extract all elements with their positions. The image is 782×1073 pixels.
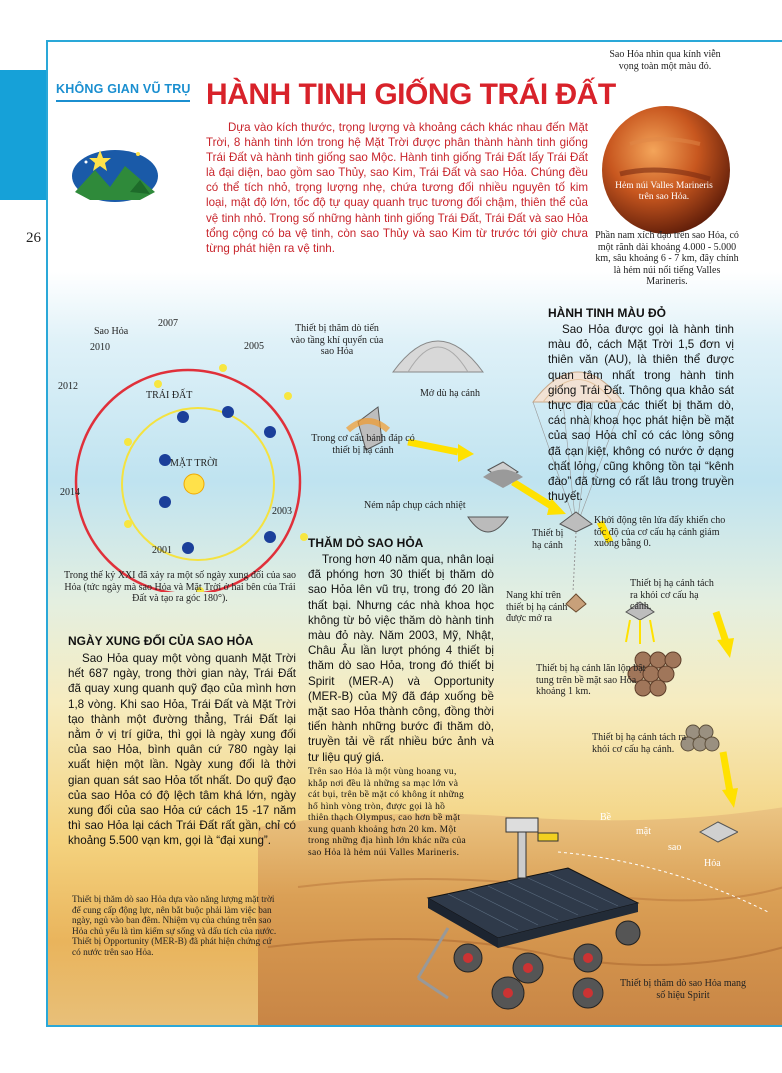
orbit-year-2003: 2003 (272, 506, 292, 517)
orbit-year-2014: 2014 (60, 487, 80, 498)
opposition-text: Sao Hỏa quay một vòng quanh Mặt Trời hết 687 ngày, trong thời gian này, Trái Đất đã quay xung quanh quỹ đạo của mình hơn 1,8 vòng. Khi sao Hỏa, Trái Đất và Mặt Trời tạo thành một đường thẳng, Trái Đất lại nằm ở vị trí giữa, thì gọi là ngày xung đối của sao Hỏa, bình quân cứ 780 ngày lại xuất hiện một lần. Ngày xung đối là thời gian quan sát sao Hỏa tốt nhất. Do quỹ đạo của sao Hỏa có độ lệch tâm khá lớn, ngày xung đối của sao Hỏa cứ cách 15 -17 năm thì sao Hỏa lại cách Trái Đất rất gần, chỉ có khoảng 5.500 vạn km, gọi là “đại xung”. (68, 652, 296, 848)
page-number: 26 (26, 230, 41, 246)
mars-photo-caption-bottom: Phần nam xích đạo trên sao Hỏa, có một rãnh dài khoảng 4.000 - 5.000 km, sâu khoảng 6 - 7 km, đây chính là hẻm núi nổi tiếng Valles Marineris. (595, 230, 739, 287)
rover-caption: Thiết bị thăm dò sao Hỏa mang số hiệu Spirit (619, 978, 747, 1001)
surface-word-2: mặt (636, 826, 651, 837)
red-planet-text: Sao Hỏa được gọi là hành tinh màu đỏ, cách Mặt Trời 1,5 đơn vị thiên văn (AU), là thiên thể được quan tâm nhất trong hành tinh giống Trái Đất. Thông qua khảo sát thực địa của các thiết bị thăm dò, các nhà khoa học phát hiện bề mặt của sao Hỏa chỉ có các lòng sông đã cạn kiệt, không có nước ở dạng chất lỏng, cũng không tồn tại “kênh đào” đã từng có rất lâu trong truyền thuyết. (548, 323, 734, 504)
label-bounce: Thiết bị hạ cánh lăn lộn bật tung trên bề mặt sao Hỏa khoảng 1 km. (536, 663, 646, 697)
orbit-label-mars: Sao Hỏa (94, 326, 129, 337)
orbit-label-earth: TRÁI ĐẤT (146, 390, 193, 401)
label-rockets: Khởi động tên lửa đẩy khiến cho tốc độ của cơ cấu hạ cánh giảm xuống bằng 0. (594, 515, 726, 549)
section-underline (56, 100, 190, 102)
mars-photo-caption-top: Sao Hỏa nhìn qua kính viễn vọng toàn một màu đỏ. (609, 49, 721, 72)
mars-inner-label: Hẻm núi Valles Marineris trên sao Hỏa. (615, 181, 713, 202)
space-logo-icon (70, 142, 160, 204)
label-separate-2: Thiết bị hạ cánh tách ra khỏi cơ cấu hạ cánh. (592, 732, 687, 755)
section-label: KHÔNG GIAN VŨ TRỤ (56, 82, 191, 96)
label-airbags: Nang khí trên thiết bị hạ cánh được mở ra (506, 590, 568, 624)
exploration-text: Trong hơn 40 năm qua, nhân loại đã phóng hơn 30 thiết bị thăm dò sao Hỏa lên vũ trụ, trong đó 20 lần thất bại. Nhưng các nhà khoa học không từ bỏ việc thăm dò hành tinh màu đỏ này. Năm 2003, Mỹ, Nhật, Châu Âu lần lượt phóng 4 thiết bị thăm dò sao Hỏa, trong đó thiết bị Spirit (MER-A) và Opportunity (MER-B) của Mỹ đã đáp xuống bề mặt sao Hỏa thành công, đồng thời tiến hành những bước đi thăm dò, truyền tải về rất nhiều bức ảnh và tư liệu quý giá. (308, 553, 494, 764)
power-caption: Thiết bị thăm dò sao Hỏa dựa vào năng lượng mặt trời để cung cấp động lực, nên bắt buộc phải làm việc ban ngày, ngủ vào ban đêm. Nhiệm vụ của chúng trên sao Hỏa chủ yếu là tìm kiếm sự sống và dấu tích của nước. Thiết bị Opportunity (MER-B) đã phát hiện chứng cứ có nước trên sao Hỏa. (72, 895, 277, 958)
surface-word-3: sao (668, 842, 682, 853)
orbit-year-2001: 2001 (152, 545, 172, 556)
orbit-year-2010: 2010 (90, 342, 110, 353)
orbit-year-2012: 2012 (58, 381, 78, 392)
orbit-year-2005: 2005 (244, 341, 264, 352)
surface-text: Trên sao Hỏa là một vùng hoang vu, khắp nơi đều là những sa mạc lớn và cát bụi, trên bề mặt có không ít những hố hình vòng tròn, được gọi là hồ thiên thạch Olympus, cao hơn bề mặt xung quanh khoảng hơn 20 km. Một trong những địa hình lớn khác nữa của sao Hỏa là hẻm núi Valles Marineris. (308, 767, 467, 858)
label-lander: Thiết bị hạ cánh (532, 528, 564, 551)
section-tab (0, 70, 46, 200)
label-parachute: Mở dù hạ cánh (420, 388, 480, 399)
red-planet-heading: HÀNH TINH MÀU ĐỎ (548, 306, 666, 320)
opposition-heading: NGÀY XUNG ĐỐI CỦA SAO HỎA (68, 634, 254, 648)
surface-word-1: Bề (600, 812, 612, 823)
label-heatshield-sep: Trong cơ cấu bánh đáp có thiết bị hạ cánh (311, 433, 415, 456)
orbit-caption: Trong thế kỷ XXI đã xảy ra một số ngày xung đối của sao Hỏa (tức ngày mà sao Hỏa và Mặt Trời ở hai bên của Trái Đất và tạo ra góc 180°). (63, 570, 297, 604)
surface-word-4: Hỏa (704, 858, 721, 869)
exploration-heading: THĂM DÒ SAO HỎA (308, 536, 424, 550)
orbit-label-sun: MẶT TRỜI (170, 458, 218, 469)
label-separate-1: Thiết bị hạ cánh tách ra khỏi cơ cấu hạ cánh. (630, 578, 714, 612)
label-probe-entry: Thiết bị thăm dò tiến vào tầng khí quyển của sao Hỏa (290, 323, 384, 357)
orbit-year-2007: 2007 (158, 318, 178, 329)
label-heatshield: Ném nắp chụp cách nhiệt (364, 500, 466, 511)
page-title: HÀNH TINH GIỐNG TRÁI ĐẤT (206, 78, 616, 111)
intro-paragraph: Dựa vào kích thước, trọng lượng và khoảng cách khác nhau đến Mặt Trời, 8 hành tinh lớn trong hệ Mặt Trời được phân thành hành tinh giống Trái Đất và hành tinh giống sao Mộc. Hành tinh giống Trái Đất lấy Trái Đất là đại diện, bao gồm sao Thủy, sao Kim, Trái Đất và sao Hỏa. Chúng đều có thể tích nhỏ, trọng lượng nhẹ, chứa tương đối nhiều nguyên tố kim loại, mật độ lớn, tốc độ tự quay quanh trục tương đối chậm, thiên thể của vệ tinh nhỏ. Trong số những hành tinh giống Trái Đất, Trái Đất và sao Hỏa tổng cộng có ba vệ tinh, còn sao Thủy và sao Kim từ trước tới giờ chưa từng phát hiện ra vệ tinh. (206, 121, 588, 255)
